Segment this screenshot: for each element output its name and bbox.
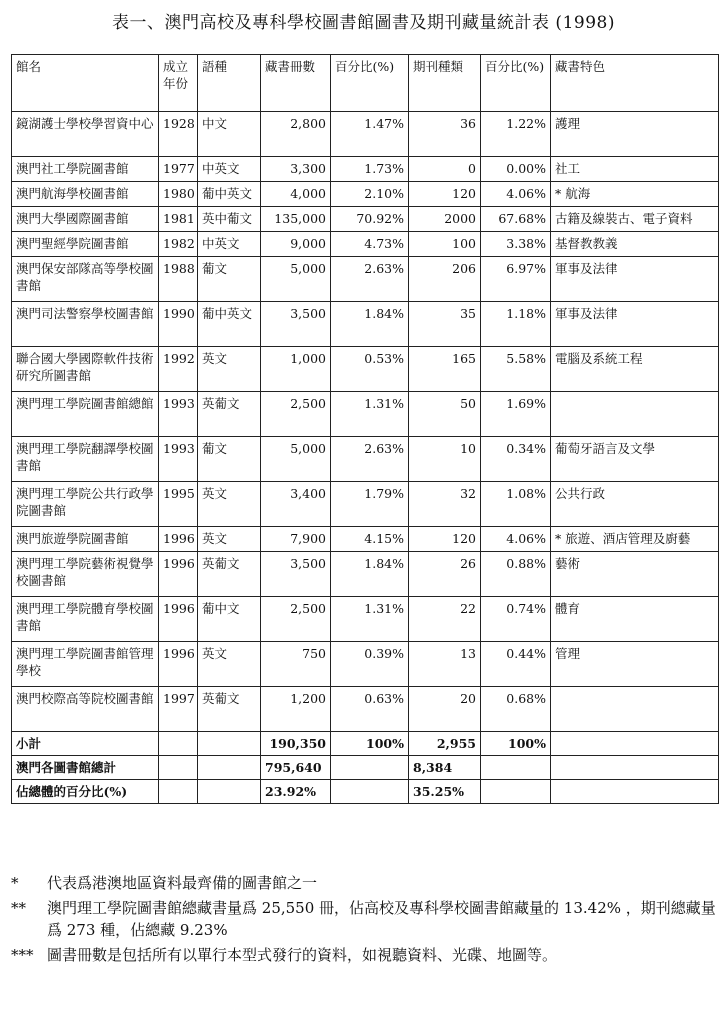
book-percent: 4.73% (331, 232, 409, 257)
summary-books-percent (331, 756, 409, 780)
founding-year: 1977 (159, 157, 198, 182)
founding-year: 1996 (159, 527, 198, 552)
footnote-text: 圖書冊數是包括所有以單行本型式發行的資料，如視聽資料、光碟、地圖等。 (47, 946, 558, 964)
header-name: 館名 (12, 55, 159, 112)
book-count: 9,000 (261, 232, 331, 257)
language: 葡文 (198, 257, 261, 302)
book-percent: 1.84% (331, 552, 409, 597)
summary-books: 23.92% (261, 780, 331, 804)
header-year: 成立年份 (159, 55, 198, 112)
summary-journals-percent (481, 756, 551, 780)
journal-percent: 4.06% (481, 182, 551, 207)
journal-count: 32 (409, 482, 481, 527)
book-count: 750 (261, 642, 331, 687)
empty-cell (551, 732, 719, 756)
table-row (12, 157, 719, 182)
empty-cell (551, 756, 719, 780)
journal-count: 50 (409, 392, 481, 437)
language: 英葡文 (198, 687, 261, 732)
book-count: 4,000 (261, 182, 331, 207)
book-count: 2,500 (261, 392, 331, 437)
footnote (11, 944, 718, 966)
language: 葡中文 (198, 597, 261, 642)
footnotes (11, 872, 718, 969)
journal-count: 120 (409, 527, 481, 552)
library-name: 澳門理工學院藝術視覺學校圖書館 (12, 552, 159, 597)
book-count: 2,800 (261, 112, 331, 157)
library-name: 澳門理工學院翻譯學校圖書館 (12, 437, 159, 482)
table-row (12, 687, 719, 732)
language: 葡文 (198, 437, 261, 482)
collection-feature (551, 392, 719, 437)
collection-feature: 管理 (551, 642, 719, 687)
journal-percent: 67.68% (481, 207, 551, 232)
summary-books: 795,640 (261, 756, 331, 780)
table-row (12, 437, 719, 482)
library-name: 澳門航海學校圖書館 (12, 182, 159, 207)
table-row (12, 232, 719, 257)
table-row (12, 642, 719, 687)
founding-year: 1981 (159, 207, 198, 232)
summary-books-percent (331, 780, 409, 804)
journal-count: 13 (409, 642, 481, 687)
language: 中英文 (198, 232, 261, 257)
journal-count: 120 (409, 182, 481, 207)
collection-feature: 軍事及法律 (551, 302, 719, 347)
table-row (12, 112, 719, 157)
journal-percent: 1.08% (481, 482, 551, 527)
summary-label: 澳門各圖書館總計 (12, 756, 159, 780)
founding-year: 1982 (159, 232, 198, 257)
language: 英文 (198, 527, 261, 552)
summary-journals-percent (481, 780, 551, 804)
collection-feature: 社工 (551, 157, 719, 182)
book-count: 1,200 (261, 687, 331, 732)
empty-cell (159, 780, 198, 804)
language: 英葡文 (198, 552, 261, 597)
empty-cell (198, 780, 261, 804)
footnote (11, 872, 718, 894)
table-row (12, 552, 719, 597)
book-count: 2,500 (261, 597, 331, 642)
journal-percent: 0.68% (481, 687, 551, 732)
language: 英中葡文 (198, 207, 261, 232)
library-stats-table (11, 54, 719, 804)
founding-year: 1980 (159, 182, 198, 207)
collection-feature: 體育 (551, 597, 719, 642)
summary-journals-percent: 100% (481, 732, 551, 756)
collection-feature: 藝術 (551, 552, 719, 597)
journal-count: 165 (409, 347, 481, 392)
collection-feature: 軍事及法律 (551, 257, 719, 302)
journal-percent: 1.69% (481, 392, 551, 437)
founding-year: 1993 (159, 437, 198, 482)
collection-feature: 基督教教義 (551, 232, 719, 257)
library-name: 澳門校際高等院校圖書館 (12, 687, 159, 732)
total-row (12, 756, 719, 780)
book-percent: 2.10% (331, 182, 409, 207)
collection-feature: * 旅遊、酒店管理及廚藝 (551, 527, 719, 552)
library-name: 澳門聖經學院圖書館 (12, 232, 159, 257)
empty-cell (551, 780, 719, 804)
book-count: 5,000 (261, 257, 331, 302)
founding-year: 1928 (159, 112, 198, 157)
journal-percent: 6.97% (481, 257, 551, 302)
journal-count: 20 (409, 687, 481, 732)
table-row (12, 182, 719, 207)
founding-year: 1996 (159, 642, 198, 687)
book-count: 1,000 (261, 347, 331, 392)
founding-year: 1996 (159, 552, 198, 597)
book-count: 5,000 (261, 437, 331, 482)
book-percent: 4.15% (331, 527, 409, 552)
table-row (12, 257, 719, 302)
library-name: 鏡湖護士學校學習資中心 (12, 112, 159, 157)
subtotal-row (12, 732, 719, 756)
summary-journals: 35.25% (409, 780, 481, 804)
founding-year: 1990 (159, 302, 198, 347)
library-name: 澳門社工學院圖書館 (12, 157, 159, 182)
journal-percent: 0.44% (481, 642, 551, 687)
library-name: 澳門司法警察學校圖書館 (12, 302, 159, 347)
collection-feature: * 航海 (551, 182, 719, 207)
book-percent: 0.63% (331, 687, 409, 732)
book-count: 3,400 (261, 482, 331, 527)
book-count: 135,000 (261, 207, 331, 232)
header-journals-percent: 百分比(%) (481, 55, 551, 112)
book-percent: 1.84% (331, 302, 409, 347)
journal-percent: 1.22% (481, 112, 551, 157)
library-name: 聯合國大學國際軟件技術研究所圖書館 (12, 347, 159, 392)
language: 英文 (198, 482, 261, 527)
summary-journals: 2,955 (409, 732, 481, 756)
journal-count: 100 (409, 232, 481, 257)
table-row (12, 302, 719, 347)
library-name: 澳門保安部隊高等學校圖書館 (12, 257, 159, 302)
book-percent: 1.31% (331, 392, 409, 437)
founding-year: 1992 (159, 347, 198, 392)
header-books-percent: 百分比(%) (331, 55, 409, 112)
library-name: 澳門理工學院圖書館總館 (12, 392, 159, 437)
journal-percent: 0.00% (481, 157, 551, 182)
header-books: 藏書冊數 (261, 55, 331, 112)
summary-label: 小計 (12, 732, 159, 756)
founding-year: 1997 (159, 687, 198, 732)
founding-year: 1988 (159, 257, 198, 302)
table-row (12, 482, 719, 527)
journal-count: 35 (409, 302, 481, 347)
footnote (11, 897, 718, 941)
book-percent: 0.39% (331, 642, 409, 687)
book-percent: 1.79% (331, 482, 409, 527)
journal-count: 10 (409, 437, 481, 482)
header-journals: 期刊種類 (409, 55, 481, 112)
book-count: 7,900 (261, 527, 331, 552)
language: 中文 (198, 112, 261, 157)
book-percent: 1.73% (331, 157, 409, 182)
book-percent: 1.31% (331, 597, 409, 642)
collection-feature: 電腦及系統工程 (551, 347, 719, 392)
library-name: 澳門理工學院體育學校圖書館 (12, 597, 159, 642)
book-percent: 70.92% (331, 207, 409, 232)
empty-cell (159, 756, 198, 780)
book-count: 3,500 (261, 302, 331, 347)
share-row (12, 780, 719, 804)
summary-books: 190,350 (261, 732, 331, 756)
journal-percent: 1.18% (481, 302, 551, 347)
page-title: 表一、澳門高校及專科學校圖書館圖書及期刊藏量統計表 (1998) (112, 13, 615, 33)
library-name: 澳門理工學院圖書館管理學校 (12, 642, 159, 687)
language: 葡中英文 (198, 302, 261, 347)
founding-year: 1993 (159, 392, 198, 437)
table-row (12, 392, 719, 437)
journal-count: 22 (409, 597, 481, 642)
book-count: 3,300 (261, 157, 331, 182)
book-percent: 0.53% (331, 347, 409, 392)
collection-feature: 古籍及線裝古、電子資料 (551, 207, 719, 232)
collection-feature (551, 687, 719, 732)
table-row (12, 347, 719, 392)
founding-year: 1995 (159, 482, 198, 527)
library-name: 澳門旅遊學院圖書館 (12, 527, 159, 552)
book-percent: 2.63% (331, 257, 409, 302)
journal-count: 206 (409, 257, 481, 302)
book-percent: 2.63% (331, 437, 409, 482)
footnote-text: 澳門理工學院圖書館總藏書量爲 25,550 冊，佔高校及專科學校圖書館藏量的 13.42% ，期刊總藏量爲 273 種，佔總藏 9.23% (47, 899, 716, 939)
language: 英文 (198, 642, 261, 687)
collection-feature: 公共行政 (551, 482, 719, 527)
language: 葡中英文 (198, 182, 261, 207)
collection-feature: 護理 (551, 112, 719, 157)
journal-percent: 4.06% (481, 527, 551, 552)
empty-cell (159, 732, 198, 756)
journal-percent: 3.38% (481, 232, 551, 257)
journal-count: 36 (409, 112, 481, 157)
footnote-mark: ** (11, 899, 26, 917)
journal-count: 26 (409, 552, 481, 597)
footnote-text: 代表爲港澳地區資料最齊備的圖書館之一 (47, 874, 318, 892)
language: 英文 (198, 347, 261, 392)
book-percent: 1.47% (331, 112, 409, 157)
header-language: 語種 (198, 55, 261, 112)
language: 英葡文 (198, 392, 261, 437)
language: 中英文 (198, 157, 261, 182)
footnote-mark: *** (11, 946, 34, 964)
empty-cell (198, 756, 261, 780)
table-row (12, 597, 719, 642)
footnote-mark: * (11, 874, 19, 892)
empty-cell (198, 732, 261, 756)
summary-journals: 8,384 (409, 756, 481, 780)
journal-percent: 5.58% (481, 347, 551, 392)
journal-count: 0 (409, 157, 481, 182)
table-row (12, 207, 719, 232)
book-count: 3,500 (261, 552, 331, 597)
library-name: 澳門理工學院公共行政學院圖書館 (12, 482, 159, 527)
founding-year: 1996 (159, 597, 198, 642)
journal-percent: 0.88% (481, 552, 551, 597)
journal-count: 2000 (409, 207, 481, 232)
journal-percent: 0.74% (481, 597, 551, 642)
header-feature: 藏書特色 (551, 55, 719, 112)
table-row (12, 527, 719, 552)
collection-feature: 葡萄牙語言及文學 (551, 437, 719, 482)
header-row (12, 55, 719, 112)
summary-books-percent: 100% (331, 732, 409, 756)
summary-label: 佔總體的百分比(%) (12, 780, 159, 804)
library-name: 澳門大學國際圖書館 (12, 207, 159, 232)
journal-percent: 0.34% (481, 437, 551, 482)
